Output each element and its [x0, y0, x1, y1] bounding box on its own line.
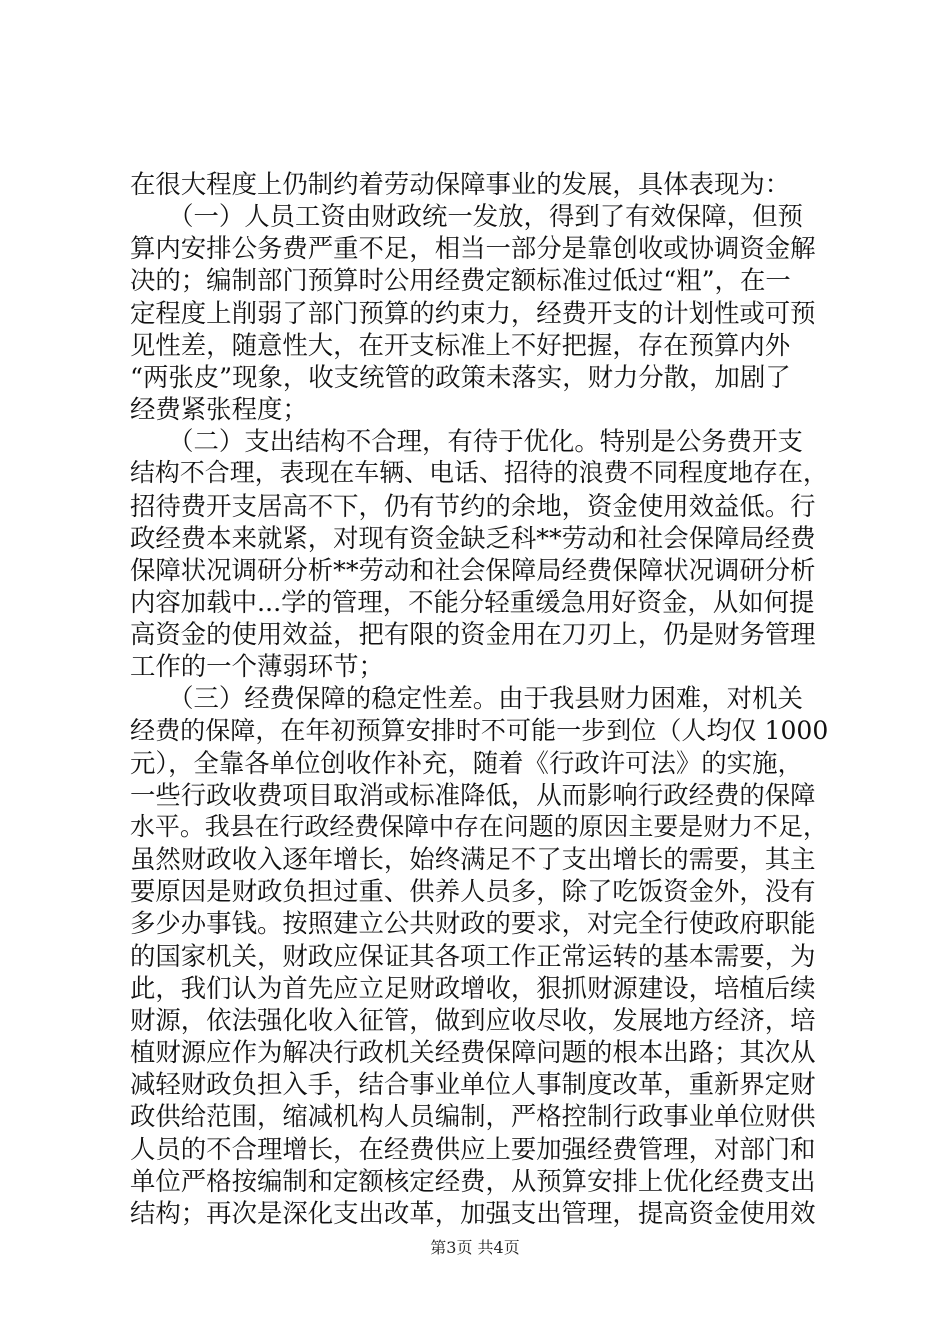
- text-line: 人员的不合理增长，在经费供应上要加强经费管理，对部门和: [130, 1133, 816, 1164]
- text-line: 的国家机关，财政应保证其各项工作正常运转的基本需要，为: [130, 940, 816, 971]
- text-line: 结构；再次是深化支出改革，加强支出管理，提高资金使用效: [130, 1197, 816, 1228]
- text-line: 决的；编制部门预算时公用经费定额标准过低过“粗”，在一: [130, 265, 791, 296]
- text-line: 在很大程度上仍制约着劳动保障事业的发展，具体表现为：: [130, 169, 791, 199]
- text-line: 见性差，随意性大，在开支标准上不好把握，存在预算内外: [130, 329, 791, 360]
- text-line: 此，我们认为首先应立足财政增收，狠抓财源建设，培植后续: [130, 972, 816, 1003]
- text-line: （二）支出结构不合理，有待于优化。特别是公务费开支: [130, 426, 803, 457]
- page-footer: 第3页 共4页: [430, 1238, 520, 1257]
- text-line: 一些行政收费项目取消或标准降低，从而影响行政经费的保障: [130, 779, 816, 810]
- text-line: 结构不合理，表现在车辆、电话、招待的浪费不同程度地存在，: [130, 458, 828, 488]
- text-line: 单位严格按编制和定额核定经费，从预算安排上优化经费支出: [130, 1165, 816, 1196]
- text-line: 招待费开支居高不下，仍有节约的余地，资金使用效益低。行: [130, 490, 816, 521]
- text-line: 减轻财政负担入手，结合事业单位人事制度改革，重新界定财: [130, 1069, 816, 1100]
- text-line: 算内安排公务费严重不足，相当一部分是靠创收或协调资金解: [130, 233, 816, 264]
- text-line: 经费紧张程度；: [130, 394, 308, 425]
- text-line: 保障状况调研分析**劳动和社会保障局经费保障状况调研分析: [130, 554, 816, 585]
- text-line: 经费的保障，在年初预算安排时不可能一步到位（人均仅 1000: [130, 715, 829, 745]
- text-line: 内容加载中...学的管理，不能分轻重缓急用好资金，从如何提: [130, 586, 815, 617]
- text-line: 元），全靠各单位创收作补充，随着《行政许可法》的实施，: [130, 747, 803, 778]
- text-line: 政经费本来就紧，对现有资金缺乏科**劳动和社会保障局经费: [130, 522, 816, 553]
- text-line: 财源，依法强化收入征管，做到应收尽收，发展地方经济，培: [130, 1004, 816, 1035]
- text-line: 定程度上削弱了部门预算的约束力，经费开支的计划性或可预: [130, 297, 816, 328]
- text-line: （三）经费保障的稳定性差。由于我县财力困难，对机关: [130, 683, 803, 714]
- text-line: 虽然财政收入逐年增长，始终满足不了支出增长的需要，其主: [130, 844, 816, 875]
- text-line: 工作的一个薄弱环节；: [130, 651, 384, 682]
- text-line: 水平。我县在行政经费保障中存在问题的原因主要是财力不足，: [130, 812, 828, 841]
- text-line: （一）人员工资由财政统一发放，得到了有效保障，但预: [130, 201, 803, 232]
- text-line: 植财源应作为解决行政机关经费保障问题的根本出路；其次从: [130, 1037, 816, 1068]
- text-line: 要原因是财政负担过重、供养人员多，除了吃饭资金外，没有: [130, 876, 816, 907]
- text-line: 高资金的使用效益，把有限的资金用在刀刃上，仍是财务管理: [130, 619, 816, 650]
- text-line: 政供给范围，缩减机构人员编制，严格控制行政事业单位财供: [130, 1101, 816, 1132]
- text-line: “两张皮”现象，收支统管的政策未落实，财力分散，加剧了: [130, 361, 791, 392]
- text-line: 多少办事钱。按照建立公共财政的要求，对完全行使政府职能: [130, 908, 816, 939]
